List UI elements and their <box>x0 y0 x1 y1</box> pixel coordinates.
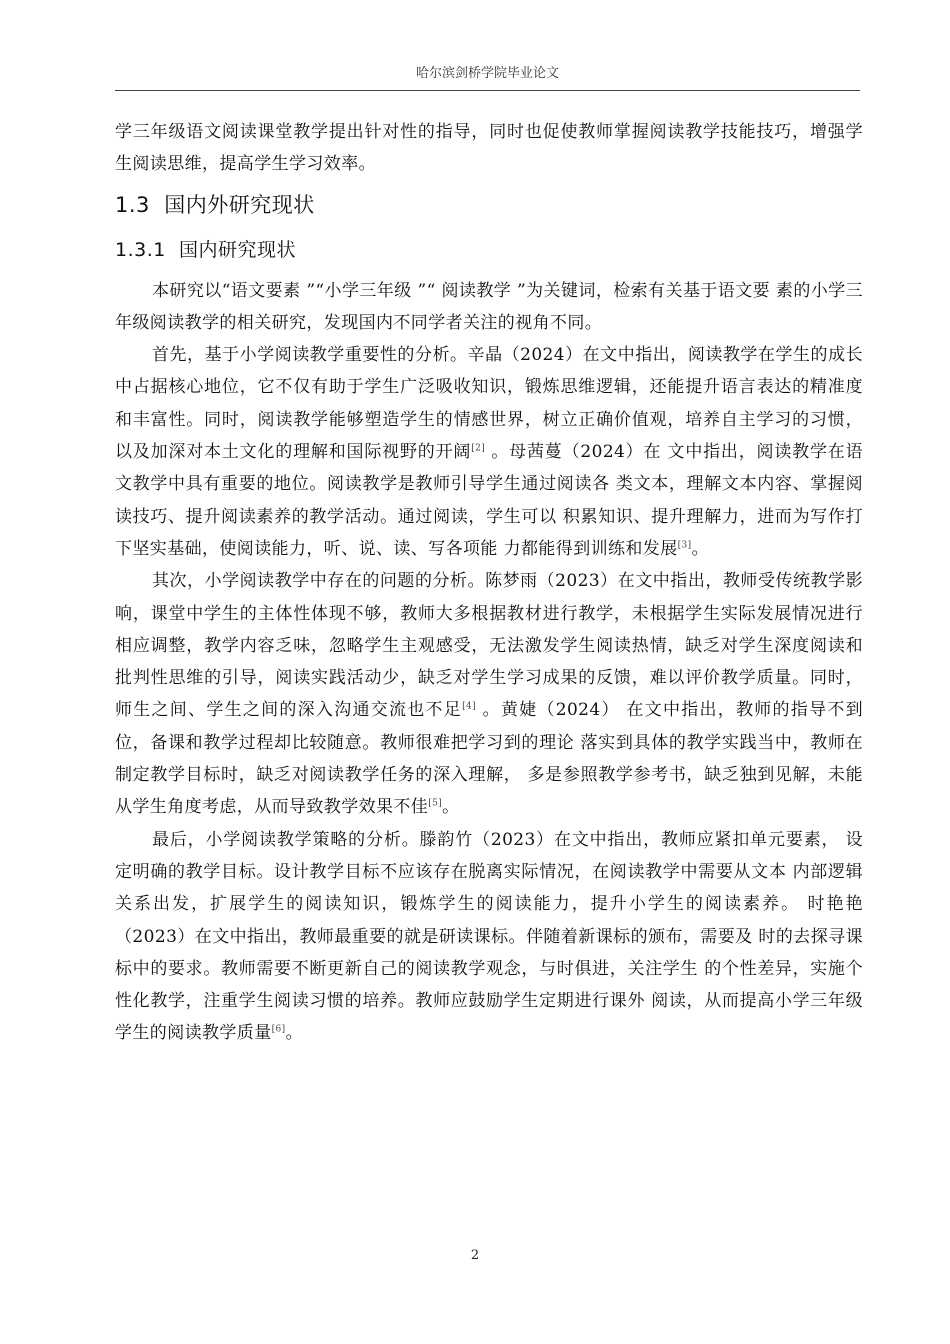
paragraph-text: 。黄婕（2024） 在文中指出，教师的指导不到位，备课和教学过程却比较随意。教师很难把学习到的理论 落实到具体的教学实践当中，教师在制定教学目标时，缺乏对阅读教学任务的深入理解， 多是参照教学参考书，缺乏独到见解，未能从学生角度考虑，从而导致教学效果不佳 <box>115 700 864 818</box>
page-number: 2 <box>470 1248 480 1263</box>
subsection-heading <box>115 233 863 267</box>
paragraph-keywords: 本研究以“语文要素 ”“小学三年级 ”“ 阅读教学 ”为关键词，检索有关基于语文要 素的小学三年级阅读教学的相关研究，发现国内不同学者关注的视角不同。 <box>115 280 863 333</box>
section-number: 1.3 <box>115 192 150 217</box>
header-title: 哈尔滨剑桥学院毕业论文 <box>415 66 559 81</box>
intro-paragraph: 学三年级语文阅读课堂教学提出针对性的指导，同时也促使教师掌握阅读教学技能技巧，增强学生阅读思维，提高学生学习效率。 <box>115 122 863 175</box>
page-header <box>115 64 860 91</box>
paragraph-text: 。 <box>442 797 460 818</box>
citation-ref: [5] <box>428 798 443 809</box>
paragraph-text: 。 <box>285 1023 303 1044</box>
section-title: 国内外研究现状 <box>164 192 315 217</box>
paragraph-importance <box>115 339 863 565</box>
citation-ref: [6] <box>271 1024 286 1035</box>
citation-ref: [3] <box>677 540 692 551</box>
citation-ref: [4] <box>462 701 477 712</box>
paragraph-strategies <box>115 824 863 1050</box>
subsection-number: 1.3.1 <box>115 238 166 261</box>
citation-ref: [2] <box>471 443 486 454</box>
section-heading <box>115 187 863 223</box>
paragraph-text: 。母茜蔓（2024）在 文中指出，阅读教学在语文教学中具有重要的地位。阅读教学是教师引导学生通过阅读各 类文本，理解文本内容、掌握阅读技巧、提升阅读素养的教学活动。通过阅读，学生可以 积累知识、提升理解力，进而为写作打下坚实基础，使阅读能力，听、说、读、写各项能 力都能得到训练和发展 <box>115 442 863 559</box>
paragraph-problems <box>115 565 863 823</box>
paragraph-text: 首先，基于小学阅读教学重要性的分析。辛晶（2024）在文中指出，阅读教学在学生的成长中占据核心地位，它不仅有助于学生广泛吸收知识，锻炼思维逻辑，还能提升语言表达的精准度和丰富性。同时，阅读教学能够塑造学生的情感世界，树立正确价值观，培养自主学习的习惯，以及加深对本土文化的理解和国际视野的开阔 <box>115 345 863 463</box>
document-body <box>115 116 863 1050</box>
paragraph-text: 。 <box>691 538 709 559</box>
subsection-title: 国内研究现状 <box>178 238 296 261</box>
paragraph-text: 最后，小学阅读教学策略的分析。滕韵竹（2023）在文中指出，教师应紧扣单元要素， 设定明确的教学目标。设计教学目标不应该存在脱离实际情况，在阅读教学中需要从文本 内部逻辑关系出发，扩展学生的阅读知识，锻炼学生的阅读能力，提升小学生的阅读素养。 时艳艳（2023）在文中指出，教师最重要的就是研读课标。伴随着新课标的颁布，需要及 时的去探寻课标中的要求。教师需要不断更新自己的阅读教学观念，与时俱进，关注学生 的个性差异，实施个性化教学，注重学生阅读习惯的培养。教师应鼓励学生定期进行课外 阅读，从而提高小学三年级学生的阅读教学质量 <box>115 829 863 1044</box>
paragraph-text: 其次，小学阅读教学中存在的问题的分析。陈梦雨（2023）在文中指出，教师受传统教学影响，课堂中学生的主体性体现不够，教师大多根据教材进行教学，未根据学生实际发展情况进行相应调整，教学内容乏味，忽略学生主观感受，无法激发学生阅读热情，缺乏对学生深度阅读和批判性思维的引导，阅读实践活动少，缺乏对学生学习成果的反馈，难以评价教学质量。同时，师生之间、学生之间的深入沟通交流也不足 <box>115 571 863 721</box>
